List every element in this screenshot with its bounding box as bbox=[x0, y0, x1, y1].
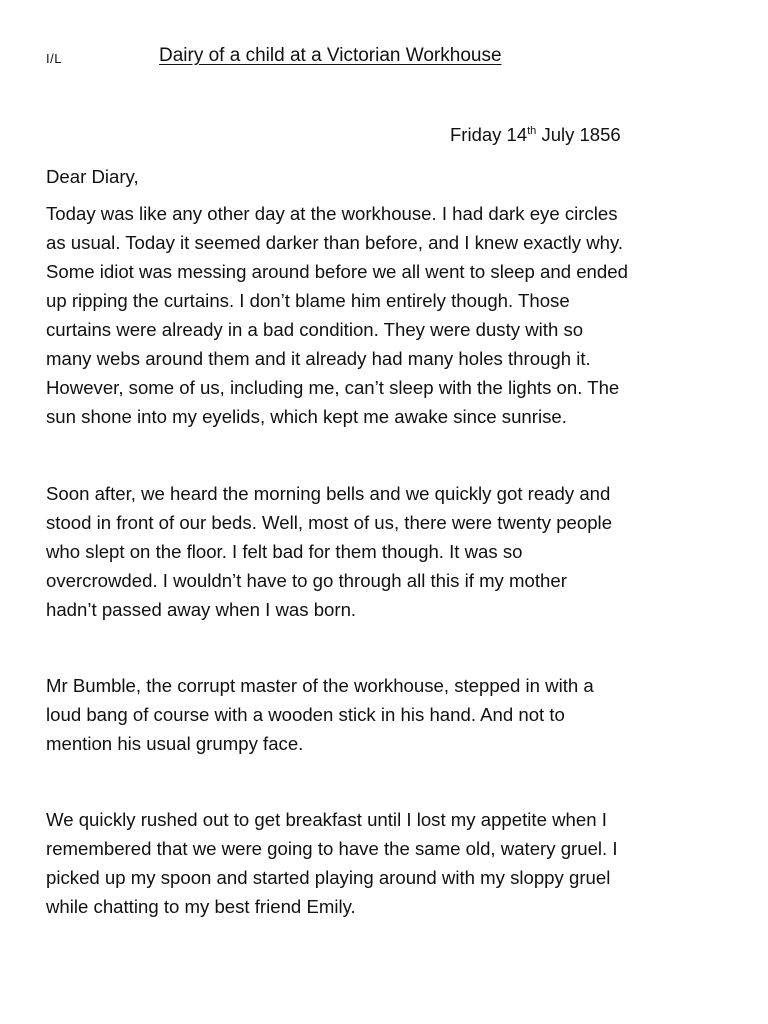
greeting bbox=[46, 162, 736, 191]
paragraph-line: Mr Bumble, the corrupt master of the workhouse, stepped in with a bbox=[46, 675, 594, 696]
date-day: Friday 14 bbox=[450, 124, 528, 145]
paragraph-line: sun shone into my eyelids, which kept me awake since sunrise. bbox=[46, 406, 567, 427]
paragraph-line: overcrowded. I wouldn’t have to go through all this if my mother bbox=[46, 570, 567, 591]
paragraph-line: mention his usual grumpy face. bbox=[46, 733, 304, 754]
paragraph-4 bbox=[46, 805, 736, 921]
paragraph-line: up ripping the curtains. I don’t blame him entirely though. Those bbox=[46, 290, 570, 311]
paragraph-line: stood in front of our beds. Well, most of us, there were twenty people bbox=[46, 512, 613, 533]
paragraph-line: curtains were already in a bad condition. They were dusty with so bbox=[46, 319, 584, 340]
paragraph-line: Soon after, we heard the morning bells and we quickly got ready and bbox=[46, 483, 611, 504]
paragraph-line: while chatting to my best friend Emily. bbox=[46, 896, 356, 917]
date-suffix: th bbox=[527, 125, 537, 137]
paragraph-line: remembered that we were going to have the same old, watery gruel. I bbox=[46, 838, 618, 859]
paragraph-line: picked up my spoon and started playing around with my sloppy gruel bbox=[46, 867, 611, 888]
paragraph-line: Some idiot was messing around before we all went to sleep and ended bbox=[46, 261, 628, 282]
paragraph-line: We quickly rushed out to get breakfast until I lost my appetite when I bbox=[46, 809, 607, 830]
date-rest: July 1856 bbox=[536, 124, 621, 145]
document-title: Dairy of a child at a Victorian Workhouse bbox=[159, 45, 502, 66]
entry-date bbox=[450, 124, 621, 146]
paragraph-line: Today was like any other day at the workhouse. I had dark eye circles bbox=[46, 203, 618, 224]
paragraph-line: who slept on the floor. I felt bad for them though. It was so bbox=[46, 541, 523, 562]
paragraph-1 bbox=[46, 199, 736, 431]
paragraph-line: However, some of us, including me, can’t sleep with the lights on. The bbox=[46, 377, 620, 398]
paragraph-3 bbox=[46, 671, 736, 758]
paragraph-line: loud bang of course with a wooden stick in his hand. And not to bbox=[46, 704, 565, 725]
paragraph-2 bbox=[46, 479, 736, 624]
paragraph-line: hadn’t passed away when I was born. bbox=[46, 599, 357, 620]
paragraph-line: many webs around them and it already had many holes through it. bbox=[46, 348, 591, 369]
paragraph-line: as usual. Today it seemed darker than before, and I knew exactly why. bbox=[46, 232, 624, 253]
author-initials: I/L bbox=[46, 51, 62, 66]
greeting-line: Dear Diary, bbox=[46, 166, 139, 187]
